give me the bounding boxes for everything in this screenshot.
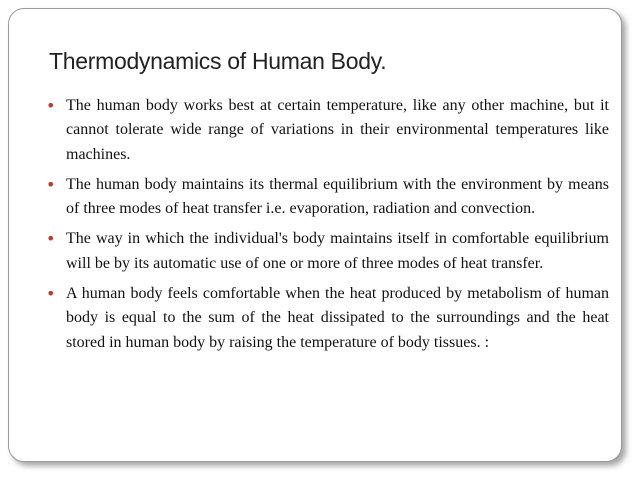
bullet-list: [46, 94, 609, 361]
bullet-text: The way in which the individual's body maintains itself in comfortable equilibrium will be by its automatic use of one or more of three modes of heat transfer.: [66, 230, 609, 272]
bullet-dot-icon: •: [46, 174, 56, 194]
bullet-item: [46, 173, 609, 222]
bullet-dot-icon: •: [46, 96, 56, 115]
bullet-item: [46, 94, 609, 167]
bullet-text: The human body works best at certain temperature, like any other machine, but it cannot tolerate wide range of variations in their environmental temperatures like machines.: [66, 97, 609, 163]
bullet-text: The human body maintains its thermal equilibrium with the environment by means of three modes of heat transfer i.e. evaporation, radiation and convection.: [66, 175, 609, 218]
bullet-item: [46, 282, 609, 355]
bullet-dot-icon: •: [46, 284, 56, 304]
bullet-dot-icon: •: [46, 229, 56, 249]
slide-title: Thermodynamics of Human Body.: [49, 48, 387, 74]
bullet-item: [46, 227, 609, 276]
slide-frame: [8, 8, 622, 462]
bullet-text: A human body feels comfortable when the heat produced by metabolism of human body is equal to the sum of the heat dissipated to the surroundings and the heat stored in human body by raising the temperature of body tissues. :: [66, 285, 609, 351]
